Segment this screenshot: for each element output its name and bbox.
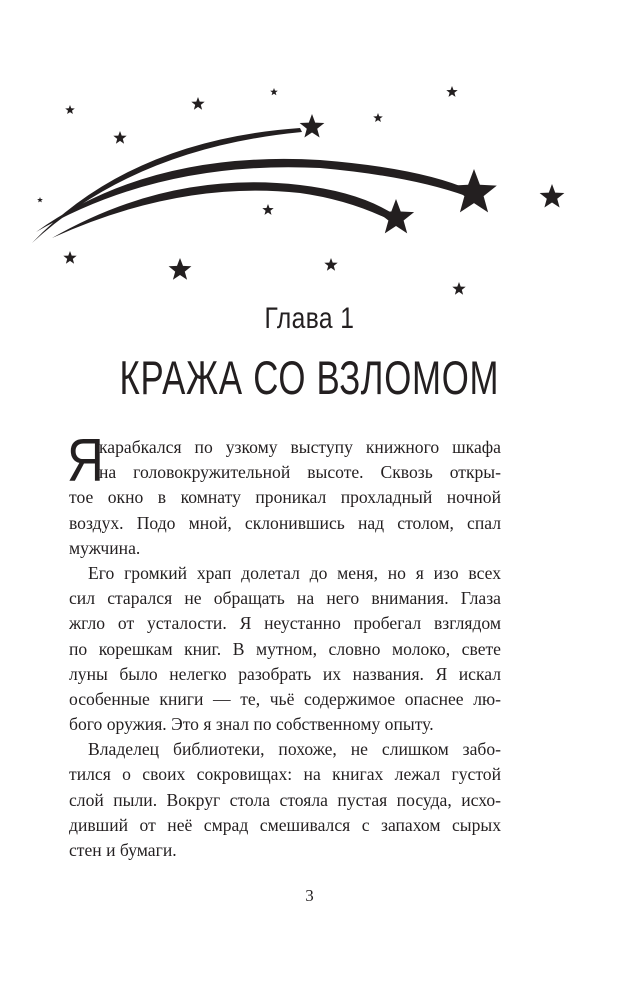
star-icon [373, 113, 383, 122]
text-line: воздух. Подо мной, склонившись над столом, спал [69, 512, 501, 533]
text-line: тое окно в комнату проникал прохладный ночной [69, 487, 501, 508]
text-line: по корешкам книг. В мутном, словно молоко, свете [69, 638, 501, 659]
paragraph [69, 561, 501, 737]
page-number: 3 [305, 886, 314, 905]
text-line: бого оружия. Это я знал по собственному опыту. [69, 714, 434, 735]
star-icon [37, 197, 43, 202]
paragraph [67, 427, 501, 561]
text-line: слой пыли. Вокруг стола стояла пустая посуда, исхо- [69, 789, 501, 810]
text-line: тился о своих сокровищах: на книгах лежал густой [69, 764, 501, 785]
text-line: мужчина. [69, 537, 141, 558]
star-icon [452, 282, 465, 295]
chapter-title: КРАЖА СО ВЗЛОМОМ [119, 351, 500, 404]
paragraph [69, 737, 501, 863]
star-icon [451, 169, 497, 212]
star-icon [378, 199, 414, 233]
star-icon [446, 86, 457, 97]
drop-cap: Я [67, 427, 104, 494]
trail-middle [36, 159, 470, 232]
star-icon [63, 251, 76, 264]
text-line: луны было нелегко разобрать их названия. Я искал [69, 663, 501, 684]
star-icon [262, 204, 273, 215]
text-line: дивший от неё смрад смешивался с запахом сырых [69, 814, 501, 835]
star-icon [191, 97, 204, 110]
text-line: особенные книги — те, чьё содержимое опаснее лю- [69, 688, 501, 709]
star-icon [169, 258, 192, 280]
text-line: сил старался не обращать на него внимания. Глаза [69, 588, 501, 609]
body-text [67, 427, 501, 863]
text-line: карабкался по узкому выступу книжного шкафа [99, 437, 501, 457]
text-line: Владелец библиотеки, похоже, не слишком забо- [88, 739, 501, 760]
chapter-label: Глава 1 [264, 302, 355, 335]
star-icon [540, 184, 565, 208]
star-icon [300, 114, 325, 138]
text-line: на головокружительной высоте. Сквозь откры- [99, 462, 501, 483]
text-line: жгло от усталости. Я неустанно пробегал взглядом [69, 613, 501, 634]
star-icon [113, 131, 126, 144]
star-icon [324, 258, 337, 271]
text-line: стен и бумаги. [69, 840, 177, 860]
text-line: Его громкий храп долетал до меня, но я изо всех [88, 562, 501, 583]
star-icon [270, 88, 278, 95]
shooting-stars-icon [0, 0, 619, 310]
star-icon [65, 105, 75, 114]
